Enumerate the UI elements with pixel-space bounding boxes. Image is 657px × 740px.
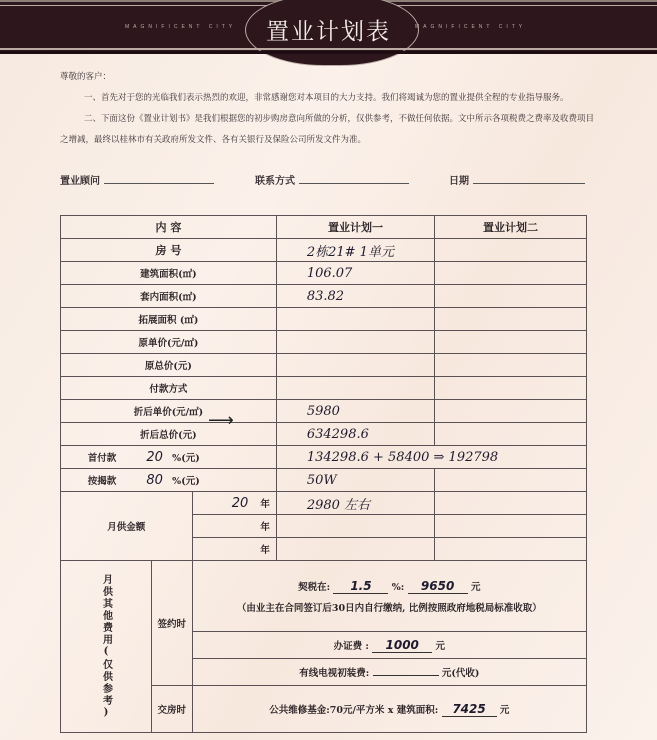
cable-fee-value[interactable]	[373, 675, 439, 676]
plan2-cell[interactable]	[435, 285, 587, 308]
deed-tax-row	[61, 561, 587, 632]
plan2-cell[interactable]	[435, 492, 587, 515]
intro-paragraph-1: 一、首先对于您的光临我们表示热烈的欢迎，非常感谢您对本项目的大力支持。我们将竭诚为您的置业提供全程的专业指导服务。	[84, 92, 569, 102]
deed-tax-rate[interactable]: 1.5	[333, 579, 388, 594]
year-unit: 年	[260, 545, 270, 556]
table-header-row	[61, 216, 587, 239]
contact-field	[255, 172, 409, 187]
advisor-label: 置业顾问	[60, 176, 100, 187]
yuan-unit: 元	[435, 640, 446, 652]
mortgage-label: 按揭款	[87, 475, 117, 487]
monthly-row	[61, 492, 587, 515]
plan1-cell[interactable]: 50W	[276, 469, 434, 492]
banner-edge	[0, 51, 657, 54]
plan2-cell[interactable]	[435, 377, 587, 400]
handwritten-arrow-icon: ⟶	[208, 410, 234, 431]
banner-tag-left: MAGNIFICENT CITY	[125, 24, 237, 30]
plan1-cell[interactable]	[276, 538, 434, 561]
years-cell	[192, 538, 276, 561]
cert-fee-value[interactable]: 1000	[372, 638, 432, 653]
years-cell	[192, 515, 276, 538]
contact-input[interactable]	[299, 173, 409, 184]
date-label: 日期	[449, 176, 469, 187]
plan1-cell[interactable]	[276, 515, 434, 538]
cable-fee-label: 有线电视初装费:	[299, 668, 370, 679]
down-payment-label-cell	[61, 446, 277, 469]
plan1-cell[interactable]	[276, 308, 434, 331]
cert-fee-label: 办证费 :	[333, 640, 369, 652]
plan2-cell[interactable]	[435, 515, 587, 538]
deed-tax-amount[interactable]: 9650	[408, 579, 468, 594]
percent-unit: %(元)	[172, 452, 200, 464]
plan1-cell[interactable]: 5980	[276, 400, 434, 423]
cert-fee-cell	[192, 632, 586, 659]
plan2-cell[interactable]	[435, 331, 587, 354]
plan1-cell[interactable]: 2栋21# 1单元	[276, 239, 434, 262]
handover-label: 交房时	[152, 686, 193, 733]
plan2-cell[interactable]	[435, 469, 587, 492]
header-content: 内 容	[61, 216, 277, 239]
row-label: 折后单价(元/㎡)	[61, 400, 277, 423]
plan2-cell[interactable]	[435, 400, 587, 423]
row-label: 套内面积(㎡)	[61, 285, 277, 308]
cable-fee-suffix: 元(代收)	[441, 668, 480, 679]
row-label: 折后总价(元)	[61, 423, 277, 446]
maintenance-fund-cell	[192, 686, 586, 733]
down-payment-row	[61, 446, 587, 469]
years-cell	[192, 492, 276, 515]
table-row	[61, 285, 587, 308]
plan1-cell[interactable]: 83.82	[276, 285, 434, 308]
plan1-cell[interactable]: 634298.6	[276, 423, 434, 446]
plan2-cell[interactable]	[435, 423, 587, 446]
down-payment-percent[interactable]: 20	[146, 449, 163, 465]
greeting: 尊敬的客户：	[60, 71, 112, 81]
deed-tax-label: 契税在:	[298, 581, 331, 593]
table-row	[61, 400, 587, 423]
banner-line	[0, 48, 657, 50]
plan1-cell[interactable]	[276, 354, 434, 377]
down-payment-label: 首付款	[87, 452, 117, 464]
table-row	[61, 423, 587, 446]
plan1-cell[interactable]: 134298.6 + 58400 ⇒ 192798	[276, 446, 586, 469]
plan2-cell[interactable]	[435, 308, 587, 331]
deed-tax-note: （由业主在合同签订后30日内自行缴纳, 比例按照政府地税局标准收取）	[236, 602, 542, 614]
other-fees-label-cell	[61, 561, 152, 733]
contact-label: 联系方式	[255, 176, 295, 187]
maintenance-fund-value[interactable]: 7425	[442, 702, 497, 717]
maintenance-fund-label: 公共维修基金:70元/平方米 x 建筑面积:	[269, 704, 439, 716]
advisor-input[interactable]	[104, 173, 214, 184]
plan1-cell[interactable]: 106.07	[276, 262, 434, 285]
monthly-label: 月供金额	[61, 492, 193, 561]
table-row	[61, 354, 587, 377]
header-plan1: 置业计划一	[276, 216, 434, 239]
years-value[interactable]: 20	[231, 495, 249, 511]
other-fees-label: 月供其他费用(仅供参考)	[100, 573, 112, 720]
year-unit: 年	[260, 522, 270, 533]
header-banner	[0, 0, 657, 54]
table-row	[61, 262, 587, 285]
plan2-cell[interactable]	[435, 354, 587, 377]
row-label: 房 号	[61, 239, 277, 262]
plan2-cell[interactable]	[435, 538, 587, 561]
date-field	[449, 172, 585, 187]
deed-tax-pct: %:	[391, 581, 405, 593]
advisor-field	[60, 172, 214, 187]
plan1-cell[interactable]	[276, 377, 434, 400]
row-label: 原单价(元/㎡)	[61, 331, 277, 354]
intro-text	[60, 66, 600, 150]
signing-label: 签约时	[152, 561, 193, 686]
mortgage-percent[interactable]: 80	[146, 472, 163, 488]
plan2-cell[interactable]	[435, 239, 587, 262]
date-input[interactable]	[473, 173, 585, 184]
deed-tax-cell	[192, 561, 586, 632]
header-plan2: 置业计划二	[435, 216, 587, 239]
table-row	[61, 308, 587, 331]
year-unit: 年	[260, 498, 270, 510]
plan1-cell[interactable]: 2980 左右	[276, 492, 434, 515]
table-row	[61, 377, 587, 400]
yuan-unit: 元	[470, 581, 481, 593]
plan1-cell[interactable]	[276, 331, 434, 354]
table-row	[61, 331, 587, 354]
mortgage-row	[61, 469, 587, 492]
yuan-unit: 元	[499, 704, 510, 716]
row-label: 付款方式	[61, 377, 277, 400]
plan2-cell[interactable]	[435, 262, 587, 285]
cable-fee-cell	[192, 659, 586, 686]
percent-unit: %(元)	[172, 475, 200, 487]
table-row	[61, 239, 587, 262]
banner-tag-right: MAGNIFICENT CITY	[415, 24, 527, 30]
row-label: 建筑面积(㎡)	[61, 262, 277, 285]
row-label: 原总价(元)	[61, 354, 277, 377]
mortgage-label-cell	[61, 469, 277, 492]
page-title: 置业计划表	[266, 19, 391, 45]
row-label: 拓展面积 (㎡)	[61, 308, 277, 331]
plan-table	[60, 215, 587, 733]
intro-paragraph-2: 二、下面这份《置业计划书》是我们根据您的初步购房意向所做的分析，仅供参考，不做任何依据。文中所示各项税费之费率及收费项目之增减，最终以桂林市有关政府所发文件、各有关银行及保险公司所发文件为准。	[60, 113, 595, 144]
